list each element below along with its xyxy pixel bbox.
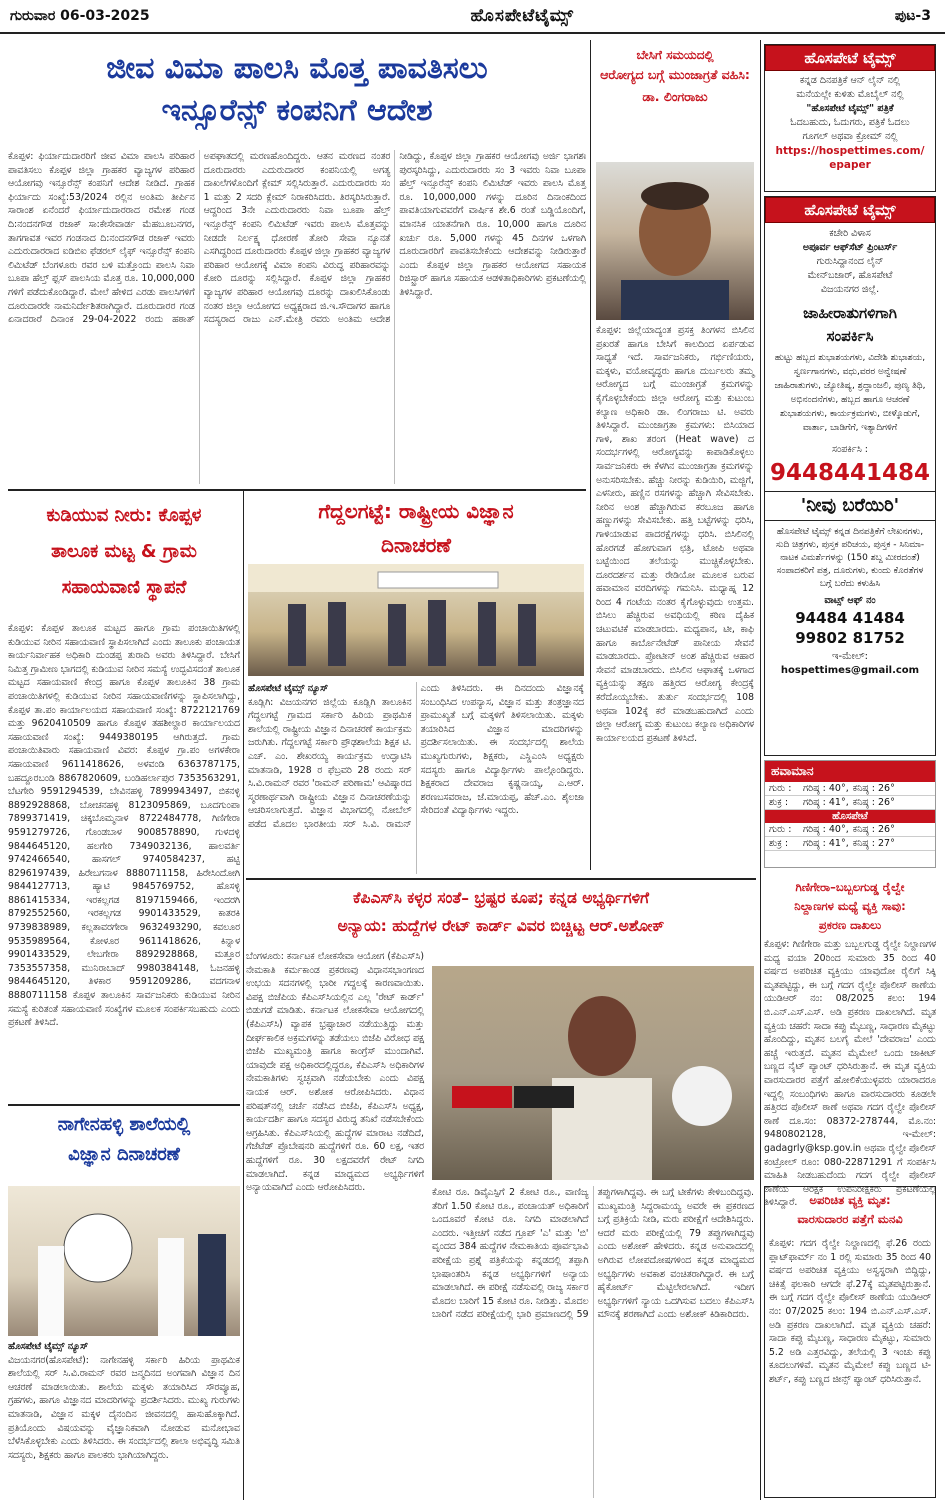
- weather-rows: [765, 823, 935, 851]
- weather-row: ಶುಕ್ರ : ಗರಿಷ್ಠ : 41 ° , ಕನಿಷ್ಠ : 26 °: [765, 796, 935, 810]
- ad-invite: ಹೊಸಪೇಟೆ ಟೈಮ್ಸ್ ಕನ್ನಡ ದಿನಪತ್ರಿಕೆಗೆ ಲೇಖನಗಳು, ಸುದಿ ಚಿತ್ರಗಳು, ಪುಸ್ತಕ ಪರಿಚಯ, ಪುಸ್ತಕ - ಸಿನಿಮಾ-ನಾಟಕ ವಿಮರ್ಶೆಗಳನ್ನು (150 ಶಬ್ದ ಮೀರದಂತೆ) ಸಂಪಾದಕರಿಗೆ ಪತ್ರ, ದೂರುಗಳು, ಕುಂದು ಕೊರತೆಗಳ ಬಗ್ಗೆ ಬರೆದು ಕಳುಹಿಸಿ: [775, 527, 925, 589]
- story-headline: [765, 1191, 935, 1229]
- story-headline: [246, 884, 756, 940]
- weather-day: ಗುರು :: [769, 783, 792, 794]
- ad-line: ಗೂಗಲ್ ಅಥವಾ ಕ್ರೋಮ್ ನಲ್ಲಿ: [802, 131, 898, 142]
- headline-line: ಕೆಪಿಎಸ್‌ಸಿ ಕಳ್ಳರ ಸಂತೆ– ಭ್ರಷ್ಟರ ಕೂಪ; ಕನ್ನಡ ಅಭ್ಯರ್ಥಿಗಳಿಗೆ: [352, 889, 650, 907]
- newspaper-logo: ಹೊಸಪೇಟೆಟೈಮ್ಸ್: [470, 6, 575, 26]
- weather-min: 26: [877, 797, 891, 808]
- story-drinking-water: [8, 494, 240, 1098]
- epaper-link[interactable]: epaper: [829, 159, 871, 171]
- weather-max-label: ಗರಿಷ್ಠ :: [803, 824, 826, 835]
- story-kpsc: [246, 884, 756, 1498]
- story-body-left: ಬೆಂಗಳೂರು: ಕರ್ನಾಟಕ ಲೋಕಸೇವಾ ಆಯೋಗ (ಕೆಪಿಎಸ್‌ಸಿ) ನೇಮಕಾತಿ ಕರ್ಮಕಾಂಡ ಪ್ರಕರಣವು ವಿಧಾನಸಭಾಂಗಣದ ಉಭಯ ಸದನಗಳಲ್ಲಿ ಭಾರೀ ಗದ್ದಲಕ್ಕೆ ಕಾರಣವಾಯಿತು. ವಿಪಕ್ಷ ಬಿಜೆಪಿಯ ಕೆಪಿಎಸ್‌ಸಿಯಲ್ಲಿನ ಎಲ್ಲ 'ರೇಟ್ ಕಾರ್ಡ್' ಬಿಡುಗಡೆ ಮಾಡಿತು. ಕರ್ನಾಟಕ ಲೋಕಸೇವಾ ಆಯೋಗದಲ್ಲಿ (ಕೆಪಿಎಸ್‌ಸಿ) ವ್ಯಾಪಕ ಭ್ರಷ್ಟಾಚಾರ ನಡೆಯುತ್ತಿದ್ದು ಮತ್ತು ದೀರ್ಘಕಾಲಿಕ ಅಕ್ರಮಗಳನ್ನು ತಡೆಯಲು ಬಿಜೆಪಿ ವಿರೋಧ ಪಕ್ಷ ಬಿಜೆಪಿ ಮುಖ್ಯಮಂತ್ರಿ ಹಾಗೂ ಕಾಂಗ್ರೆಸ್ ಮುಂದಾಗಿವೆ. ಯಾವುದೇ ಪಕ್ಷ ಅಧಿಕಾರದಲ್ಲಿದ್ದರೂ, ಕೆಪಿಎಸ್‌ಸಿ ಅಧಿಕಾರಿಗಳ ನೇಮಕಾತಿಗಳು ಸ್ವಚ್ಛವಾಗಿ ನಡೆಯಬೇಕು ಎಂದು ವಿಪಕ್ಷ ನಾಯಕ ಆರ್. ಅಶೋಕ ಆರೋಪಿಸಿದರು. ವಿಧಾನ ಪರಿಷತ್‌ನಲ್ಲಿ ಚರ್ಚೆ ನಡೆಸಿದ ಬಿಜೆಪಿ, ಕೆಪಿಎಸ್‌ಸಿ ಅಧ್ಯಕ್ಷ, ಕಾರ್ಯದರ್ಶಿ ಹಾಗೂ ಸದಸ್ಯರ ವಿರುದ್ಧ ತನಿಖೆ ನಡೆಸಬೇಕೆಂದು ಆಗ್ರಹಿಸಿತು. ಕೆಪಿಎಸ್‌ಸಿಯಲ್ಲಿ ಹುದ್ದೆಗಳ ಮಾರಾಟ ನಡೆದಿದೆ, ಗೆಜೆಟೆಡ್ ಪ್ರೊಬೇಷನರಿ ಹುದ್ದೆಗಳಿಗೆ ರೂ. 60 ಲಕ್ಷ, ಇತರ ಹುದ್ದೆಗಳಿಗೆ ರೂ. 30 ಲಕ್ಷದವರೆಗೆ ರೇಟ್ ನಿಗದಿ ಮಾಡಲಾಗಿದೆ. ಕನ್ನಡ ಮಾಧ್ಯಮದ ಅಭ್ಯರ್ಥಿಗಳಿಗೆ ಅನ್ಯಾಯವಾಗಿದೆ ಎಂದು ಆರೋಪಿಸಿದರು.: [246, 951, 424, 1194]
- group-illustration: [248, 564, 584, 676]
- ad-line: ಓದಬಹುದು, ಓದುಗರು, ಪತ್ರಿಕೆ ಓದಲು: [790, 117, 910, 128]
- column-divider: [760, 40, 761, 1500]
- ad-phone[interactable]: 9448441484: [769, 460, 931, 486]
- story-headline: ಆರೋಗ್ಯದ ಬಗ್ಗೆ ಮುಂಜಾಗ್ರತೆ ವಹಿಸಿ: ಡಾ. ಲಿಂಗರಾಜು: [600, 67, 750, 104]
- weather-max-label: ಗರಿಷ್ಠ :: [803, 783, 826, 794]
- column-divider: [590, 40, 591, 870]
- story-body: ಕೊಪ್ಪಳ: ಫಿರ್ಯಾದುದಾರರಿಗೆ ಜೀವ ವಿಮಾ ಪಾಲಸಿ ಪರಿಹಾರ ಪಾವತಿಸಲು ಕೊಪ್ಪಳ ಜಿಲ್ಲಾ ಗ್ರಾಹಕರ ವ್ಯಾಜ್ಯಗಳ ಪರಿಹಾರ ಆಯೋಗವು ಇನ್ಸೂರೆನ್ಸ್ ಕಂಪನಿಗೆ ಆದೇಶ ನೀಡಿದೆ. ಗ್ರಾಹಕ ಫಿರ್ಯಾದು ಸಂಖ್ಯೆ:53/2024 ರಲ್ಲಿನ ಅಂತಿಮ ತೀರ್ಪಿನ ಸಾರಾಂಶ ಏನೆಂದರೆ ಫಿರ್ಯಾದುದಾರರಾದ ರಮೇಶ ಗಂಡ ದಿ:ನಂದನಗೌಡ ರಜಾಕ್ ಸಾ:ಕೇಸೇವಾರ್ಡ ಮೆಹಬೂಬನಗರ, ತಾಗಗಾವತ ಇವರ ಗಂಡನಾದ ದಿ:ನಂದನಗೌಡ ರಜಾಕ್ ಇವರು ಎದುರುದಾರರಾದ ಐಡಿಬಿಐ ಫೆಡರಲ್ ಲೈಫ್ ಇನ್ಸೂರೆನ್ಸ್ ಕಂಪನಿ ಲಿಮಿಟೆಡ್ ಬೆಂಗಳೂರು ರವರ ಬಳಿ ಮತ್ತೊಂದು ಪಾಲಸಿ ನಿವಾ ಬೂಪಾ ಹೆಲ್ತ್ ಫ್ಲಸ್ ಪಾಲಸಿಯ ಮೊತ್ತ ರೂ. 10,000,000 ಗಳಿಗೆ ಪಡೆದುಕೊಂಡಿದ್ದಾರೆ. ಮೇಲೆ ಹೇಳಿದ ಎರಡು ಪಾಲಸಿಗಳಿಗೆ ದೂರುದಾರರೇ ನಾಮನಿರ್ದೇಶಿತರಾಗಿದ್ದಾರೆ. ದೂರುದಾರರ ಗಂಡ ಏನಾದರಾರೆ ದಿನಾಂಕ 29-04-2022 ರಂದು ಹಠಾತ್ ಅಪಘಾತದಲ್ಲಿ ಮರಣಹೊಂದಿದ್ದರು. ಆತನ ಮರಣದ ನಂತರ ದೂರುದಾರರು ಎದುರುದಾರರ ಕಂಪನಿಯಲ್ಲಿ ಅಗತ್ಯ ದಾಖಲೆಗಳೊಂದಿಗೆ ಕ್ಲೇಮ್ ಸಲ್ಲಿಸಿರುತ್ತಾರೆ. ಎದುರುದಾರರು ಸಂ 1 ಮತ್ತು 2 ಸದರಿ ಕ್ಲೇಮ್ ನಿರಾಕರಿಸಿದರು. ತಿರಸ್ಕರಿಸಿರುತ್ತಾರೆ. ಆದ್ದರಿಂದ 3ನೇ ಎದುರುದಾರರು ನಿವಾ ಬೂಪಾ ಹೆಲ್ತ್ ಇನ್ಸೂರೆನ್ಸ್ ಕಂಪನಿ ಲಿಮಿಟೆಡ್ ಇವರು ಪಾಲಸಿ ಮೊತ್ತವನ್ನು ನೀಡದೇ ನಿರ್ಲಕ್ಷ್ಯ ಧೋರಣೆ ತೋರಿ ಸೇವಾ ನ್ಯೂನತೆ ಎಸಗಿದ್ದರಿಂದ ದೂರುದಾರರು ಕೊಪ್ಪಳ ಜಿಲ್ಲಾ ಗ್ರಾಹಕರ ವ್ಯಾಜ್ಯಗಳ ಪರಿಹಾರ ಆಯೋಗಕ್ಕೆ ವಿಮಾ ಕಂಪನಿ ವಿರುದ್ಧ ಪರಿಹಾರವನ್ನು ಕೋರಿ ದೂರನ್ನು ಸಲ್ಲಿಸಿದ್ದಾರೆ. ಕೊಪ್ಪಳ ಜಿಲ್ಲಾ ಗ್ರಾಹಕರ ವ್ಯಾಜ್ಯಗಳ ಪರಿಹಾರ ಆಯೋಗವು ದೂರನ್ನು ದಾಖಲಿಸಿಕೊಂಡು ನಂತರ ಜಿಲ್ಲಾ ಆಯೋಗದ ಅಧ್ಯಕ್ಷರಾದ ಜಿ.ಇ.ಸೌದಾಗರ ಹಾಗೂ ಸದಸ್ಯರಾದ ರಾಜು ಎನ್.ಮೇತ್ರಿ ರವರು ಅಂತಿಮ ಆದೇಶ ನೀಡಿದ್ದು, ಕೊಪ್ಪಳ ಜಿಲ್ಲಾ ಗ್ರಾಹಕರ ಆಯೋಗವು ಅರ್ಜಿ ಭಾಗಶಃ ಪುರಸ್ಕರಿಸಿದ್ದು, ಎದುರುದಾರರು ಸಂ 3 ಇವರು ನಿವಾ ಬೂಪಾ ಹೆಲ್ತ್ ಇನ್ಸೂರೆನ್ಸ್ ಕಂಪನಿ ಲಿಮಿಟೆಡ್ ಇವರು ಪಾಲಸಿ ಮೊತ್ತ ರೂ. 10,000,000 ಗಳನ್ನು ದೂರಿನ ದಿನಾಂಕದಿಂದ ಪಾವತಿಯಾಗುವವರೆಗೆ ವಾರ್ಷಿಕ ಶೇ.6 ರಂತೆ ಬಡ್ಡಿಯೊಂದಿಗೆ, ಮಾನಸಿಕ ಯಾತನೆಗಾಗಿ ರೂ. 10,000 ಹಾಗೂ ದೂರಿನ ಖರ್ಚು ರೂ. 5,000 ಗಳನ್ನು 45 ದಿನಗಳ ಒಳಗಾಗಿ ದೂರುದಾರರಿಗೆ ಪಾವತಿಸಬೇಕೆಂದು ಆದೇಶವನ್ನು ನೀಡಿರುತ್ತಾರೆ ಎಂದು ಕೊಪ್ಪಳ ಜಿಲ್ಲಾ ಗ್ರಾಹಕರ ಆಯೋಗದ ಸಹಾಯಕ ರಿಜಿಸ್ಟ್ರಾರ್ ಹಾಗೂ ಸಹಾಯಕ ಆಡಳಿತಾಧಿಕಾರಿಗಳು ಪ್ರಕಟಣೆಯಲ್ಲಿ ತಿಳಿಸಿದ್ದಾರೆ.: [8, 151, 586, 326]
- ad-line: ಸಂಪರ್ಕಿಸಿ :: [832, 444, 868, 455]
- printer-name: ಅಪೂರ್ವ ಆಫ್‌ಸೆಟ್ ಪ್ರಿಂಟರ್ಸ್: [802, 242, 898, 253]
- headline-line: ಪ್ರಕರಣ ದಾಖಲು: [818, 918, 882, 932]
- school-illustration: [8, 1186, 240, 1336]
- headline-line: ವಾರಸುದಾರರ ಪತ್ತೆಗೆ ಮನವಿ: [797, 1212, 903, 1226]
- ad-email-row: [765, 650, 935, 678]
- story-text: ವಿಜಯನಗರ(ಹೊಸಪೇಟೆ): ನಾಗೇನಹಳ್ಳಿ ಸರ್ಕಾರಿ ಹಿರಿಯ ಪ್ರಾಥಮಿಕ ಶಾಲೆಯಲ್ಲಿ ಸರ್ ಸಿ.ವಿ.ರಾಮನ್ ರವರ ಜನ್ಮದಿನದ ಅಂಗವಾಗಿ ವಿಜ್ಞಾನ ದಿನ ಆಚರಣೆ ಮಾಡಲಾಯಿತು. ಶಾಲೆಯ ಮಕ್ಕಳು ತಯಾರಿಸಿದ ಸೌರವ್ಯೂಹ, ಗ್ರಹಗಳು, ಹಾಗೂ ವಿಜ್ಞಾನದ ಮಾದರಿಗಳನ್ನು ಪ್ರದರ್ಶಿಸಿದರು. ಮುಖ್ಯ ಗುರುಗಳು ಮಾತನಾಡಿ, ವಿಜ್ಞಾನ ಮಕ್ಕಳ ದೈನಂದಿನ ಜೀವನದಲ್ಲಿ ಹಾಸುಹೊಕ್ಕಾಗಿದೆ. ಪ್ರತಿಯೊಂದು ವಿಷಯವನ್ನು ವೈಜ್ಞಾನಿಕವಾಗಿ ನೋಡುವ ಮನೋಭಾವ ಬೆಳೆಸಿಕೊಳ್ಳಬೇಕು ಎಂದು ತಿಳಿಸಿದರು. ಈ ಸಂದರ್ಭದಲ್ಲಿ ಶಾಲಾ ಅಭಿವೃದ್ಧಿ ಸಮಿತಿ ಸದಸ್ಯರು, ಶಿಕ್ಷಕರು ಹಾಗೂ ಪಾಲಕರು ಭಾಗಿಯಾಗಿದ್ದರು.: [8, 1354, 240, 1461]
- weather-min: 27: [877, 838, 891, 849]
- ad-services-list: ಹುಟ್ಟು ಹಬ್ಬದ ಶುಭಾಶಯಗಳು, ವಿದೇಶಿ ಶುಭಾಶಯ, ಸ್ವರ್ಣಗಾನಗಳು, ವಧು,ವರರ ಅನ್ವೇಷಣೆ ಜಾಹಿರಾತುಗಳು, ಜ್ಯೋತಿಷ್ಯ, ಶ್ರದ್ಧಾಂಜಲಿ, ಪುಣ್ಯ ತಿಥಿ, ಅಭಿನಂದನೆಗಳು, ಹಬ್ಬದ ಹಾಗೂ ಆಚರಣೆ ಶುಭಾಶಯಗಳು, ಕಾರ್ಯಕ್ರಮಗಳು, ಬೀಳ್ಕೊಡುಗೆ, ವಾರ್ತಾ, ಬಾಡಿಗೆಗೆ, ಇತ್ಯಾದಿಗಳಿಗೆ: [774, 353, 926, 433]
- degree-symbol: °: [890, 797, 895, 808]
- story-headline: [8, 48, 586, 132]
- story-text: ಕೂಡ್ಲಿಗಿ: ವಿಜಯನಗರ ಜಿಲ್ಲೆಯ ಕೂಡ್ಲಿಗಿ ತಾಲೂಕಿನ ಗೆದ್ದಲಗಟ್ಟೆ ಗ್ರಾಮದ ಸರ್ಕಾರಿ ಹಿರಿಯ ಪ್ರಾಥಮಿಕ ಶಾಲೆಯಲ್ಲಿ ರಾಷ್ಟ್ರೀಯ ವಿಜ್ಞಾನ ದಿನಾಚರಣೆ ಕಾರ್ಯಕ್ರಮ ಜರುಗಿತು. ಗೆದ್ದಲಗಟ್ಟೆ ಸರ್ಕಾರಿ ಪ್ರೌಢಶಾಲೆಯ ಶಿಕ್ಷಕ ಟಿ. ಎಚ್. ಎಂ. ಶೇಖರಯ್ಯ ಕಾರ್ಯಕ್ರಮ ಉದ್ಘಾಟಿಸಿ ಮಾತನಾಡಿ, 1928 ರ ಫೆಬ್ರವರಿ 28 ರಂದು ಸರ್ ಸಿ.ವಿ.ರಾಮನ್ ರವರ 'ರಾಮನ್ ಪರಿಣಾಮ' ಆವಿಷ್ಕಾರದ ಸ್ಮರಣಾರ್ಥವಾಗಿ ರಾಷ್ಟ್ರೀಯ ವಿಜ್ಞಾನ ದಿನಾಚರಣೆಯನ್ನು ಆಚರಿಸಲಾಗುತ್ತದೆ. ವಿಜ್ಞಾನ ವಿಭಾಗದಲ್ಲಿ ನೋಬೆಲ್ ಪಡೆದ ಮೊದಲ ಭಾರತೀಯ ಸರ್ ಸಿ.ವಿ. ರಾಮನ್ ಎಂದು ತಿಳಿಸಿದರು. ಈ ದಿನದಂದು ವಿಜ್ಞಾನಕ್ಕೆ ಸಂಬಂಧಿಸಿದ ಉಪನ್ಯಾಸ, ವಿಜ್ಞಾನ ಮತ್ತು ತಂತ್ರಜ್ಞಾನದ ಪ್ರಾಮುಖ್ಯತೆ ಬಗ್ಗೆ ಮಕ್ಕಳಿಗೆ ತಿಳಿಸಲಾಯಿತು. ಮಕ್ಕಳು ತಯಾರಿಸಿದ ವಿಜ್ಞಾನ ಮಾದರಿಗಳನ್ನು ಪ್ರದರ್ಶಿಸಲಾಯಿತು. ಈ ಸಂದರ್ಭದಲ್ಲಿ ಶಾಲೆಯ ಮುಖ್ಯಗುರುಗಳು, ಶಿಕ್ಷಕರು, ಎಸ್ಡಿಎಂಸಿ ಅಧ್ಯಕ್ಷರು ಸದಸ್ಯರು ಹಾಗೂ ವಿದ್ಯಾರ್ಥಿಗಳು ಪಾಲ್ಗೊಂಡಿದ್ದರು. ಶಿಕ್ಷಕರಾದ ದೇವರಾಜ ಕೃಷ್ಣನಾಯ್ಕ, ಎ.ಆರ್. ಶರಣಬಸವರಾಜ, ಜೆ.ಮಾಯಪ್ಪ, ಹೆಚ್.ಎಂ. ಶೈಲಜಾ ಸೇರಿದಂತೆ ವಿದ್ಯಾರ್ಥಿಗಳು ಇದ್ದರು.: [248, 683, 584, 830]
- ad-phone[interactable]: 94484 41484: [795, 609, 905, 627]
- degree-symbol: °: [890, 838, 895, 849]
- weather-day: ಗುರು :: [769, 824, 792, 835]
- weather-title: ಹವಾಮಾನ: [765, 761, 935, 782]
- weather-max: 40: [828, 824, 841, 835]
- weather-max-label: ಗರಿಷ್ಠ :: [803, 838, 826, 849]
- degree-symbol: °: [840, 797, 846, 808]
- story-headline: [8, 1110, 240, 1170]
- ad-slogan: 'ನೀವು ಬರೆಯಿರಿ': [765, 491, 935, 521]
- story-headline: [246, 494, 586, 562]
- weather-row: ಗುರು : ಗರಿಷ್ಠ : 40 ° , ಕನಿಷ್ಠ : 26 °: [765, 782, 935, 796]
- event-group-photo: [248, 564, 584, 676]
- story-body: ಕೊಪ್ಪಳ: ಕೊಪ್ಪಳ ತಾಲೂಕ ಮಟ್ಟದ ಹಾಗೂ ಗ್ರಾಮ ಪಂಚಾಯಿತಿಗಳಲ್ಲಿ ಕುಡಿಯುವ ನೀರಿನ ಸಹಾಯವಾಣಿ ಸ್ಥಾಪಿಸಲಾಗಿದೆ ಎಂದು ತಾಲೂಕು ಪಂಚಾಯತ ಕಾರ್ಯನಿರ್ವಾಹಕ ಅಧಿಕಾರಿ ದುಂಡಪ್ಪ ತುರಾದಿ ಅವರು ತಿಳಿಸಿದ್ದಾರೆ. ಬೇಸಿಗೆ ನಿಮಿತ್ತ ಗ್ರಾಮೀಣ ಭಾಗದಲ್ಲಿ ಕುಡಿಯುವ ನೀರಿನ ಸಮಸ್ಯೆ ಉದ್ಭವಿಸದಂತೆ ತಾಲೂಕ ಮಟ್ಟದ ಸಹಾಯವಾಣಿ ಕೇಂದ್ರ ಹಾಗೂ ಕೊಪ್ಪಳ ತಾಲೂಕಿನ 38 ಗ್ರಾಮ ಪಂಚಾಯಿತಿಗಳಲ್ಲಿ ಕುಡಿಯುವ ನೀರಿನ ಸಹಾಯವಾಣಿಗಳನ್ನು ಸ್ಥಾಪಿಸಲಾಗಿದ್ದು, ಕೊಪ್ಪಳ ತಾ.ಪಂ ಕಾರ್ಯಾಲಯದ ಸಹಾಯವಾಣಿ ಸಂಖ್ಯೆ: 8722121769 ಮತ್ತು 9620410509 ಹಾಗೂ ಕೊಪ್ಪಳ ತಹಶೀಲ್ದಾರ ಕಾರ್ಯಾಲಯದ ಸಹಾಯವಾಣಿ ಸಂಖ್ಯೆ: 9449380195 ಆಗಿರುತ್ತದೆ. ಗ್ರಾಮ ಪಂಚಾಯಿತಿವಾರು ಸಹಾಯವಾಣಿ ವಿವರ: ಕೊಪ್ಪಳ ಗ್ರಾ.ಪಂ ಅಗಳಕೇರಾ ಸಹಾಯವಾಣಿ 9611418626, ಅಳವಂಡಿ 6363787175, ಬಹದ್ದೂರಬಂಡಿ 8867820609, ಬಂಡಿಹರ್ಲಾಪುರ 7353563291, ಬೆಟಗೇರಿ 9591294539, ಬೇವಿನಹಳ್ಳಿ 7899943497, ಬಿಕನಳ್ಳಿ 8892928868, ಬೋಚನಹಳ್ಳಿ 8123095869, ಬೂದಗುಂಪಾ 7899371419, ಚಿಕ್ಕಬೊಮ್ಮನಾಳ 8722484778, ಗಿಣಿಗೇರಾ 9591279726, ಗೊಂಡಬಾಳ 9008578890, ಗುಳದಳ್ಳಿ 9844645120, ಹಲಗೇರಿ 7349032136, ಹಾಲವರ್ತಿ 9742466540, ಹಾಸಗಲ್ 9740584237, ಹಟ್ಟಿ 8296197439, ಹಿರೇಬಗನಾಳ 8880711158, ಹಿರೇಸಿಂದೋಗಿ 9844127713, ಹ್ಯಾಟಿ 9845769752, ಹೊಸಳ್ಳಿ 8861415334, ಇರಕಲ್ಲಗಡ 8197159466, ಇಂದರಗಿ 8792552560, ಇರಕಲ್ಲಗಡ 9901433529, ಕಾತರಕಿ 9739838989, ಕಲ್ಲತಾವರಗೇರಾ 9632493290, ಕವಲೂರ 9535989564, ಕೋಳೂರ 9611418626, ಕಿನ್ನಾಳ 9901433529, ಲೇಬಗೇರಾ 8892928868, ಮತ್ತೂರ 7353557358, ಮುನಿರಾಬಾದ್ 9980384148, ಓಜನಹಳ್ಳಿ 9844645120, ತಿಳಕಾರ 9591209286, ವದಗನಾಳ 8880711158 ಕೊಪ್ಪಳ ತಾಲೂಕಿನ ಸಾರ್ವಜನಿಕರು ಕುಡಿಯುವ ನೀರಿನ ಸಮಸ್ಯೆ ಕುರಿತಂತೆ ಸಹಾಯವಾಣಿ ಸಂಖ್ಯೆಗಳ ಮೂಲಕ ಸಂಪರ್ಕಿಸಬಹುದು ಎಂದು ಪ್ರಕಟಣೆ ತಿಳಿಸಿದೆ.: [8, 623, 240, 1029]
- ad-header: ಹೊಸಪೇಟೆ ಟೈಮ್ಸ್: [765, 197, 935, 223]
- headline-line: ದಿನಾಚರಣೆ: [381, 533, 451, 557]
- headline-line: ನಾಗೇನಹಳ್ಳಿ ಶಾಲೆಯಲ್ಲಿ: [57, 1114, 191, 1135]
- headline-line: ಕುಡಿಯುವ ನೀರು: ಕೊಪ್ಪಳ: [46, 505, 202, 526]
- weather-row: ಶುಕ್ರ : ಗರಿಷ್ಠ : 41 ° , ಕನಿಷ್ಠ : 27 °: [765, 837, 935, 851]
- row-divider: [8, 1104, 240, 1106]
- story-byline: ಹೊಸಪೇಟೆ ಟೈಮ್ಸ್ ನ್ಯೂಸ್: [8, 1341, 89, 1352]
- ad-line: ವಾಟ್ಸ್ ಆಫ್ ನಂ: [824, 595, 876, 606]
- portrait-illustration: [596, 162, 754, 320]
- weather-max-label: ಗರಿಷ್ಠ :: [803, 797, 826, 808]
- degree-symbol: °: [890, 824, 895, 835]
- degree-symbol: °: [840, 783, 846, 794]
- weather-max: 41: [828, 797, 841, 808]
- weather-row: ಗುರು : ಗರಿಷ್ಠ : 40 ° , ಕನಿಷ್ಠ : 26 °: [765, 823, 935, 837]
- story-headline: [8, 498, 240, 606]
- ad-line: ಕಚೇರಿ ವಿಳಾಸ: [829, 228, 871, 239]
- headline-line: ಇನ್ಸೂರೆನ್ಸ್ ಕಂಪನಿಗೆ ಆದೇಶ: [161, 93, 433, 128]
- masthead: [0, 0, 945, 34]
- ad-phone[interactable]: 99802 81752: [795, 629, 905, 647]
- issue-date: ಗುರುವಾರ 06-03-2025: [10, 8, 150, 24]
- weather-min-label: ಕನಿಷ್ಠ :: [852, 783, 875, 794]
- story-byline: ಹೊಸಪೇಟೆ ಟೈಮ್ಸ್ ನ್ಯೂಸ್: [248, 683, 329, 694]
- ad-line: "ಹೊಸಪೇಟೆ ಟೈಮ್ಸ್" ಪತ್ರಿಕೆ: [806, 103, 894, 114]
- email-label: ಇ-ಮೇಲ್:: [832, 651, 868, 662]
- story-kicker: ಬೇಸಿಗೆ ಸಮಯದಲ್ಲಿ: [636, 48, 714, 62]
- ad-line: ಮೇನ್‌ಬಜಾರ್, ಹೊಸಪೇಟೆ: [807, 270, 893, 281]
- ad-office-contact: [764, 196, 936, 756]
- degree-symbol: °: [890, 783, 895, 794]
- headline-line: ಸಹಾಯವಾಣಿ ಸ್ಥಾಪನೆ: [61, 577, 187, 598]
- weather-min-label: ಕನಿಷ್ಠ :: [852, 824, 875, 835]
- page-number: ಪುಟ-3: [894, 8, 931, 24]
- row-divider: [246, 878, 756, 880]
- headline-line: ತಾಲೂಕ ಮಟ್ಟ & ಗ್ರಾಮ: [51, 541, 197, 562]
- email-link[interactable]: hospettimes@gmail.com: [780, 665, 920, 676]
- story-body: ಕೊಪ್ಪಳ: ಜಿಲ್ಲೆಯಾದ್ಯಂತ ಪ್ರಸಕ್ತ ತಿಂಗಳನ ಬಿಸಿಲಿನ ಪ್ರಖರತೆ ಹಾಗೂ ಬೇಸಿಗೆ ಕಾಲದಿಂದ ಏರ್ಪಡುವ ಸಾಧ್ಯತೆ ಇದೆ. ಸಾರ್ವಜನಿಕರು, ಗರ್ಭಿಣಿಯರು, ಮಕ್ಕಳು, ವಯೋವೃದ್ಧರು ಹಾಗೂ ದುರ್ಬಲರು ತಮ್ಮ ಆರೋಗ್ಯದ ಬಗ್ಗೆ ಮುಂಜಾಗ್ರತೆ ಕ್ರಮಗಳನ್ನು ಕೈಗೊಳ್ಳಬೇಕೆಂದು ಜಿಲ್ಲಾ ಆರೋಗ್ಯ ಮತ್ತು ಕುಟುಂಬ ಕಲ್ಯಾಣ ಅಧಿಕಾರಿ ಡಾ. ಲಿಂಗರಾಜು ಟಿ. ಅವರು ತಿಳಿಸಿದ್ದಾರೆ. ಮುಂಜಾಗ್ರತಾ ಕ್ರಮಗಳು: ಬಿಸಿಯಾದ ಗಾಳಿ, ಶಾಖ ತರಂಗ (Heat wave) ದ ಸಂದರ್ಭಗಳಲ್ಲಿ ಆರೋಗ್ಯವನ್ನು ಕಾಪಾಡಿಕೊಳ್ಳಲು ಸಾರ್ವಜನಿಕರು ಈ ಕೆಳಗಿನ ಮುಂಜಾಗ್ರತಾ ಕ್ರಮಗಳನ್ನು ಅನುಸರಿಸಬೇಕು. ಹೆಚ್ಚು ನೀರನ್ನು ಕುಡಿಯಿರಿ, ಮಜ್ಜಿಗೆ, ಎಳನೀರು, ಹಣ್ಣಿನ ರಸಗಳನ್ನು ಹೆಚ್ಚಾಗಿ ಸೇವಿಸಬೇಕು. ನೀರಿನ ಅಂಶ ಹೆಚ್ಚಾಗಿರುವ ಕರಬೂಜ ಹಾಗೂ ಹಣ್ಣುಗಳನ್ನು ಸೇವಿಸಬೇಕು. ಹತ್ತಿ ಬಟ್ಟೆಗಳನ್ನು ಧರಿಸಿ, ಗಾಳಿಯಾಡುವ ಪಾದರಕ್ಷೆಗಳನ್ನು ಧರಿಸಿ. ಬಿಸಿಲಿನಲ್ಲಿ ಹೊರಗಡೆ ಹೋಗುವಾಗ ಛತ್ರಿ, ಟೋಪಿ ಅಥವಾ ಬಟ್ಟೆಯಿಂದ ತಲೆಯನ್ನು ಮುಚ್ಚಿಕೊಳ್ಳಬೇಕು. ದೂರದರ್ಶನ ಮತ್ತು ರೇಡಿಯೋ ಮೂಲಕ ಬರುವ ಹವಾಮಾನ ವರದಿಗಳನ್ನು ಗಮನಿಸಿ. ಮಧ್ಯಾಹ್ನ 12 ರಿಂದ 4 ಗಂಟೆಯ ನಂತರ ಕೈಗೊಳ್ಳುವುದು ಉತ್ತಮ. ಬಿಸಿಲು ಹೆಚ್ಚಿರುವ ಅವಧಿಯಲ್ಲಿ ಕಠಿಣ ದೈಹಿಕ ಚಟುವಟಿಕೆ ಮಾಡಬಾರದು. ಮಧ್ಯಪಾನ, ಟೀ, ಕಾಫಿ ಹಾಗೂ ಕಾರ್ಬೊನೇಟೆಡ್ ಪಾನೀಯ ಸೇವನೆ ಮಾಡಬಾರದು. ಪ್ರೋಟೀನ್ ಅಂಶ ಹೆಚ್ಚಿರುವ ಆಹಾರ ಸೇವನೆ ಮಾಡಬಾರದು. ಬಿಸಿಲಿನ ಆಘಾತಕ್ಕೆ ಒಳಗಾದ ವ್ಯಕ್ತಿಯನ್ನು ತಕ್ಷಣ ಹತ್ತಿರದ ಆರೋಗ್ಯ ಕೇಂದ್ರಕ್ಕೆ ಕರೆದೊಯ್ಯಬೇಕು. ತುರ್ತು ಸಂದರ್ಭದಲ್ಲಿ 108 ಅಥವಾ 102ಕ್ಕೆ ಕರೆ ಮಾಡಬಹುದಾಗಿದೆ ಎಂದು ಜಿಲ್ಲಾ ಆರೋಗ್ಯ ಮತ್ತು ಕುಟುಂಬ ಕಲ್ಯಾಣ ಅಧಿಕಾರಿಗಳ ಕಾರ್ಯಾಲಯದ ಪ್ರಕಟಣೆ ತಿಳಿಸಿದೆ.: [596, 325, 754, 744]
- headline-line: ವಿಜ್ಞಾನ ದಿನಾಚರಣೆ: [68, 1144, 180, 1165]
- weather-day: ಶುಕ್ರ :: [769, 838, 789, 849]
- ads-title: ಜಾಹೀರಾತುಗಳಿಗಾಗಿ: [803, 304, 897, 322]
- website-link[interactable]: https://hospettimes.com/: [775, 145, 925, 157]
- story-headline: [764, 878, 936, 935]
- school-event-photo: [8, 1186, 240, 1336]
- weather-day: ಶುಕ್ರ :: [769, 797, 789, 808]
- headline-line: ಗಿಣಿಗೇರಾ–ಬಬ್ಬಲಗುಡ್ಡ ರೈಲ್ವೇ: [795, 880, 905, 894]
- column-divider: [243, 490, 244, 1500]
- ad-line: ಗುರುಸಿದ್ದಾನಂದ ಲೈನ್: [816, 256, 884, 267]
- story-science-day-geddalagatte: [246, 494, 586, 874]
- weather-max: 40: [828, 783, 841, 794]
- weather-min-label: ಕನಿಷ್ಠ :: [852, 797, 875, 808]
- story-body: [8, 1340, 240, 1500]
- weather-box: [764, 760, 936, 868]
- story-unknown-person: [764, 1186, 936, 1498]
- headline-line: ಅಪರಿಚಿತ ವ್ಯಕ್ತಿ ಮೃತ:: [809, 1193, 891, 1207]
- degree-symbol: °: [840, 824, 846, 835]
- ads-contact-label: ಸಂಪರ್ಕಿಸಿ: [826, 327, 874, 345]
- weather-max: 41: [828, 838, 841, 849]
- weather-min-label: ಕನಿಷ್ಠ :: [852, 838, 875, 849]
- ad-line: ಕನ್ನಡ ದಿನಪತ್ರಿಕೆ ಆನ್ ಲೈನ್ ನಲ್ಲಿ: [799, 75, 901, 86]
- story-nagenahalli-science-day: [8, 1110, 240, 1500]
- press-illustration: [432, 966, 754, 1180]
- story-body: ಕೊಪ್ಪಳ: ಗದಗ ರೈಲ್ವೇ ನಿಲ್ದಾಣದಲ್ಲಿ ಫೆ.26 ರಂದು ಪ್ಲಾಟ್‌ಫಾರ್ಮ್ ನಂ 1 ರಲ್ಲಿ ಸುಮಾರು 35 ರಿಂದ 40 ವರ್ಷದ ಅಪರಿಚಿತ ವ್ಯಕ್ತಿಯು ಅಸ್ವಸ್ಥರಾಗಿ ಬಿದ್ದಿದ್ದು, ಚಿಕಿತ್ಸೆ ಫಲಕಾರಿ ಆಗದೇ ಫೆ.27ಕ್ಕೆ ಮೃತಪಟ್ಟಿರುತ್ತಾನೆ. ಈ ಬಗ್ಗೆ ಗದಗ ರೈಲ್ವೇ ಪೊಲೀಸ್ ಠಾಣೆಯ ಯುಡಿಆರ್ ನಂ: 07/2025 ಕಲಂ: 194 ಬಿ.ಎನ್.ಎಸ್.ಎಸ್. ಅಡಿ ಪ್ರಕರಣ ದಾಖಲಾಗಿದೆ. ಮೃತ ವ್ಯಕ್ತಿಯ ಚಹರೆ: ಸಾದಾ ಕಪ್ಪು ಮೈಬಣ್ಣ, ಸಾಧಾರಣ ಮೈಕಟ್ಟು, ಸುಮಾರು 5.2 ಅಡಿ ಎತ್ತರವಿದ್ದು, ತಲೆಯಲ್ಲಿ 3 ಇಂಚು ಕಪ್ಪು ಕೂದಲುಗಳಿವೆ. ಮೃತನ ಮೈಮೇಲೆ ಕಪ್ಪು ಬಣ್ಣದ ಟಿ-ಶರ್ಟ್, ಕಪ್ಪು ಬಣ್ಣದ ಜೀನ್ಸ್ ಪ್ಯಾಂಟ್ ಧರಿಸಿರುತ್ತಾನೆ.: [769, 1238, 931, 1385]
- row-divider: [8, 489, 586, 491]
- story-insurance: [8, 42, 586, 486]
- weather-subtitle: ಹೊಸಪೇಟೆ: [765, 810, 935, 823]
- ad-header: ಹೊಸಪೇಟೆ ಟೈಮ್ಸ್: [765, 45, 935, 71]
- headline-line: ಜೀವ ವಿಮಾ ಪಾಲಸಿ ಮೊತ್ತ ಪಾವತಿಸಲು: [106, 51, 488, 86]
- ad-online-edition: [764, 44, 936, 192]
- story-body: ಕೊಪ್ಪಳ: ಗಿಣಿಗೇರಾ ಮತ್ತು ಬಬ್ಬಲಗುಡ್ಡ ರೈಲ್ವೇ ನಿಲ್ದಾಣಗಳ ಮಧ್ಯ ವಯಾ 20ರಿಂದ ಸುಮಾರು 35 ರಿಂದ 40 ವರ್ಷದ ಅಪರಿಚಿತ ವ್ಯಕ್ತಿಯು ಯಾವುದೋ ರೈಲಿಗೆ ಸಿಕ್ಕಿ ಮೃತಪಟ್ಟಿದ್ದು, ಈ ಬಗ್ಗೆ ಗದಗ ರೈಲ್ವೇ ಪೊಲೀಸ್ ಠಾಣೆಯ ಯುಡಿಆರ್ ನಂ: 08/2025 ಕಲಂ: 194 ಬಿ.ಎನ್.ಎಸ್.ಎಸ್. ಅಡಿ ಪ್ರಕರಣ ದಾಖಲಾಗಿದೆ. ಮೃತ ವ್ಯಕ್ತಿಯ ಚಹರೆ: ಸಾದಾ ಕಪ್ಪು ಮೈಬಣ್ಣ, ಸಾಧಾರಣ ಮೈಕಟ್ಟು ಹೊಂದಿದ್ದು, ಮೃತನ ಬಲಗೈ ಮೇಲೆ 'ದೇವರಾಜ' ಎಂದು ಹಚ್ಚೆ ಇರುತ್ತದೆ. ಮೃತನ ಮೈಮೇಲೆ ಒಂದು ಜಾಕೀಟ್ ಬಣ್ಣದ ನೈಟ್ ಪ್ಯಾಂಟ್ ಧರಿಸಿರುತ್ತಾನೆ. ಈ ಮೃತ ವ್ಯಕ್ತಿಯ ವಾರಸುದಾರರ ಪತ್ತೆಗೆ ಹೋಲಿಕೆಯುಳ್ಳವರು ಯಾರಾದರೂ ಇದ್ದಲ್ಲಿ ಸಂಬಂಧಿಗಳು ಹಾಗೂ ವಾರಸುದಾರರು ಕೂಡಲೇ ಹತ್ತಿರದ ಪೊಲೀಸ್ ಠಾಣೆ ಅಥವಾ ಗದಗ ರೈಲ್ವೇ ಪೊಲೀಸ್ ಠಾಣೆ ದೂ.ಸಂ: 08372-278744, ಮೊ.ನಂ: 9480802128, ಇ-ಮೇಲ್: gadagrly@ksp.gov.in ಅಥವಾ ರೈಲ್ವೇ ಪೊಲೀಸ್ ಕಂಟ್ರೋಲ್ ರೂಂ: 080-22871291 ಗೆ ಸಂಪರ್ಕಿಸಿ ಮಾಹಿತಿ ನೀಡಬಹುದೆಂದು ಗದಗ ರೈಲ್ವೇ ಪೊಲೀಸ್ ಠಾಣೆಯ ಆರಕ್ಷಕ ಉಪನಿರೀಕ್ಷಕರು ಪ್ರಕಟಣೆಯಲ್ಲಿ ತಿಳಿಸಿದ್ದಾರೆ.: [764, 939, 936, 1209]
- doctor-portrait-photo: [596, 162, 754, 320]
- ad-line: ವಿಜಯನಗರ ಜಿಲ್ಲೆ.: [820, 284, 880, 295]
- story-body-right: ಕೋಟಿ ರೂ. ಡಿವೈಎಸ್ಪಿಗೆ 2 ಕೋಟಿ ರೂ., ವಾಣಿಜ್ಯ ತೆರಿಗೆ 1.50 ಕೋಟಿ ರೂ., ಪಂಚಾಯತ್ ಅಧಿಕಾರಿಗೆ ಒಂದೂವರೆ ಕೋಟಿ ರೂ. ನಿಗದಿ ಮಾಡಲಾಗಿದೆ ಎಂದರು. ಇತ್ತೀಚಿಗೆ ನಡೆದ ಗ್ರೂಪ್ 'ಎ' ಮತ್ತು 'ಬಿ' ವೃಂದದ 384 ಹುದ್ದೆಗಳ ನೇಮಕಾತಿಯ ಪೂರ್ವಭಾವಿ ಪರೀಕ್ಷೆಯ ಪ್ರಶ್ನೆ ಪತ್ರಿಕೆಯನ್ನು ಕನ್ನಡದಲ್ಲಿ ತಪ್ಪಾಗಿ ಭಾಷಾಂತರಿಸಿ ಕನ್ನಡ ಅಭ್ಯರ್ಥಿಗಳಿಗೆ ಅನ್ಯಾಯ ಮಾಡಲಾಗಿದೆ. ಈ ಪರೀಕ್ಷೆ ನಡೆಸುವಲ್ಲಿ ರಾಜ್ಯ ಸರ್ಕಾರ ಮೊದಲ ಬಾರಿಗೆ 15 ಕೋಟಿ ರೂ. ನೀಡಿತ್ತು. ಮೊದಲ ಬಾರಿಗೆ ನಡೆದ ಪರೀಕ್ಷೆಯಲ್ಲಿ ಭಾರಿ ಪ್ರಮಾಣದಲ್ಲಿ 59 ತಪ್ಪುಗಳಾಗಿದ್ದವು. ಈ ಬಗ್ಗೆ ಟೀಕೆಗಳು ಕೇಳಿಬಂದಿದ್ದವು. ಮುಖ್ಯಮಂತ್ರಿ ಸಿದ್ದರಾಮಯ್ಯ ಅವರೇ ಈ ಪ್ರಕರಣದ ಬಗ್ಗೆ ಪ್ರತಿಕ್ರಿಯೆ ನೀಡಿ, ಮರು ಪರೀಕ್ಷೆಗೆ ಆದೇಶಿಸಿದ್ದರು. ಆದರೆ ಮರು ಪರೀಕ್ಷೆಯಲ್ಲಿ 79 ತಪ್ಪುಗಳಾಗಿದ್ದವು ಎಂದು ಅಶೋಕ್ ಹೇಳಿದರು. ಕನ್ನಡ ಅನುವಾದದಲ್ಲಿ ಅಗಿರುವ ಲೋಪದೋಷಗಳಿಂದ ಕನ್ನಡ ಮಾಧ್ಯಮದ ಅಭ್ಯರ್ಥಿಗಳು ಅವಕಾಶ ವಂಚಿತರಾಗಿದ್ದಾರೆ. ಈ ಬಗ್ಗೆ ಹೈಕೋರ್ಟ್ ಮೆಟ್ಟಿಲೇರಲಾಗಿದೆ. ಇದೀಗ ಅಭ್ಯರ್ಥಿಗಳಿಗೆ ನ್ಯಾಯ ಒದಗಿಸುವ ಬದಲು ಕೆಪಿಎಸ್‌ಸಿ ಮೌನಕ್ಕೆ ಶರಣಾಗಿದೆ ಎಂದು ಅಶೋಕ್ ಕಿಡಿಕಾರಿದರು.: [432, 1187, 754, 1321]
- weather-min: 26: [877, 783, 891, 794]
- weather-rows: [765, 782, 935, 810]
- weather-min: 26: [877, 824, 891, 835]
- story-body: [248, 682, 584, 874]
- headline-line: ನಿಲ್ದಾಣಗಳ ಮಧ್ಯೆ ವ್ಯಕ್ತಿ ಸಾವು:: [794, 899, 906, 913]
- r-ashok-photo: [432, 966, 754, 1180]
- headline-line: ಅನ್ಯಾಯ: ಹುದ್ದೆಗಳ ರೇಟ್ ಕಾರ್ಡ್ ವಿವರ ಬಿಚ್ಚಿಟ್ಟ ಆರ್.ಅಶೋಕ್: [337, 917, 665, 935]
- degree-symbol: °: [840, 838, 846, 849]
- story-summer-health: [594, 42, 756, 156]
- ad-line: ಮನೆಯಲ್ಲೇ ಕುಳಿತು ಮೊಬೈಲ್ ನಲ್ಲಿ: [796, 89, 904, 100]
- headline-line: ಗೆದ್ದಲಗಟ್ಟೆ: ರಾಷ್ಟ್ರೀಯ ವಿಜ್ಞಾನ: [318, 499, 514, 523]
